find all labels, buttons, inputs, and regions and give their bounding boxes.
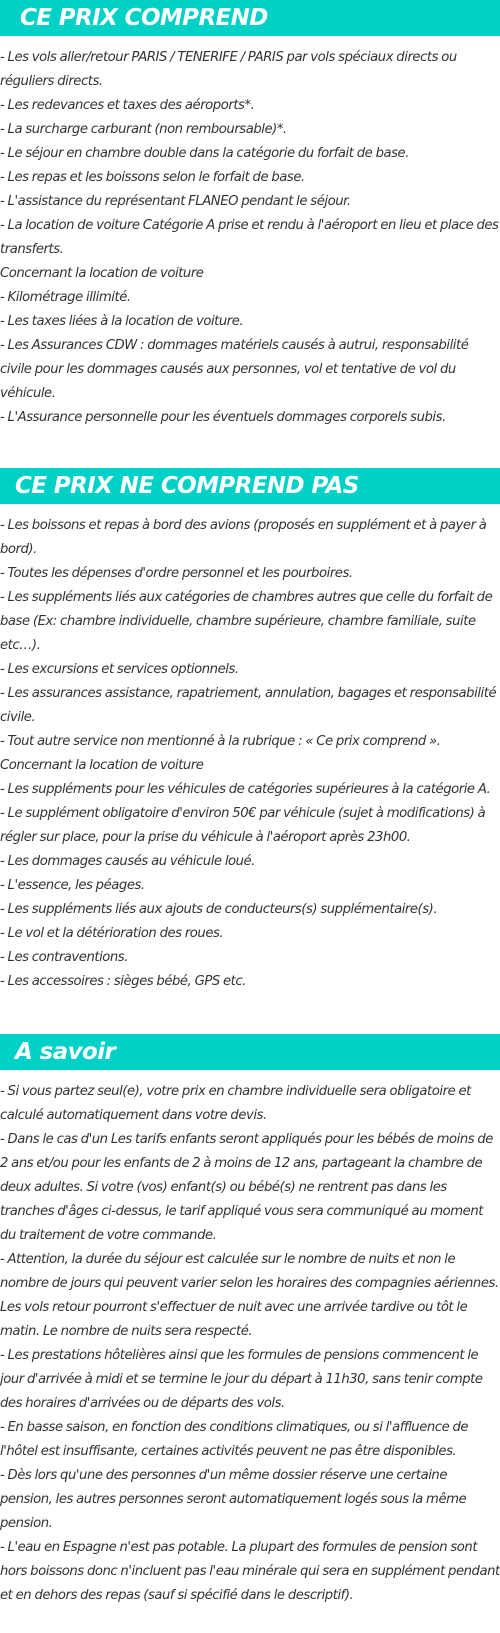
not-included-list	[0, 504, 500, 994]
list-item: - Les contraventions.	[0, 950, 128, 965]
list-item: - Les accessoires : sièges bébé, GPS etc.	[0, 974, 246, 989]
section-good-to-know	[0, 1034, 500, 1608]
list-item: - Tout autre service non mentionné à la rubrique : « Ce prix comprend ».	[0, 734, 441, 749]
list-item: - Les redevances et taxes des aéroports*.	[0, 98, 255, 113]
included-list	[0, 36, 500, 430]
list-item: - Le vol et la détérioration des roues.	[0, 926, 224, 941]
list-item: - L'eau en Espagne n'est pas potable. La plupart des formules de pension sont hors boissons donc n'incluent pas l'eau minérale qui sera en supplément pendant et en dehors des repas (sauf si spécifié dans le descriptif).	[0, 1540, 500, 1603]
list-item: - Attention, la durée du séjour est calculée sur le nombre de nuits et non le nombre de jours qui peuvent varier selon les horaires des compagnies aériennes. Les vols retour pourront s'effectuer de nuit avec une arrivée tardive ou tôt le matin. Le nombre de nuits sera respecté.	[0, 1252, 499, 1339]
list-item: - En basse saison, en fonction des conditions climatiques, ou si l'affluence de l'hôtel est insuffisante, certaines activités peuvent ne pas être disponibles.	[0, 1420, 469, 1459]
list-item: - Le supplément obligatoire d'environ 50€ par véhicule (sujet à modifications) à régler sur place, pour la prise du véhicule à l'aéroport après 23h00.	[0, 806, 486, 845]
list-item: - Les excursions et services optionnels.	[0, 662, 239, 677]
list-item: - Les Assurances CDW : dommages matériels causés à autrui, responsabilité civile pour les dommages causés aux personnes, vol et tentative de vol du véhicule.	[0, 338, 469, 401]
list-item: - Les repas et les boissons selon le forfait de base.	[0, 170, 305, 185]
list-item: - Les taxes liées à la location de voiture.	[0, 314, 244, 329]
list-item: - La surcharge carburant (non remboursable)*.	[0, 122, 287, 137]
list-item: - Les assurances assistance, rapatriement, annulation, bagages et responsabilité civile.	[0, 686, 497, 725]
list-item: - Le séjour en chambre double dans la catégorie du forfait de base.	[0, 146, 409, 161]
list-item: - Si vous partez seul(e), votre prix en chambre individuelle sera obligatoire et calculé automatiquement dans votre devis.	[0, 1084, 471, 1123]
list-item: - L'Assurance personnelle pour les éventuels dommages corporels subis.	[0, 410, 446, 425]
list-item: - Les suppléments liés aux catégories de chambres autres que celle du forfait de base (Ex: chambre individuelle, chambre supérieure, chambre familiale, suite etc…).	[0, 590, 493, 653]
list-item: - Dès lors qu'une des personnes d'un même dossier réserve une certaine pension, les autres personnes seront automatiquement logés sous la même pension.	[0, 1468, 467, 1531]
list-item: - Les dommages causés au véhicule loué.	[0, 854, 255, 869]
list-item: - Kilométrage illimité.	[0, 290, 131, 305]
list-item: - Les suppléments liés aux ajouts de conducteurs(s) supplémentaire(s).	[0, 902, 438, 917]
list-item: - Toutes les dépenses d'ordre personnel et les pourboires.	[0, 566, 353, 581]
section-title: CE PRIX NE COMPREND PAS	[0, 468, 500, 504]
section-not-included	[0, 468, 500, 994]
section-included	[0, 0, 500, 430]
list-item: - L'assistance du représentant FLANEO pendant le séjour.	[0, 194, 351, 209]
list-item: - Les suppléments pour les véhicules de catégories supérieures à la catégorie A.	[0, 782, 491, 797]
list-item: - Les prestations hôtelières ainsi que les formules de pensions commencent le jour d'arrivée à midi et se termine le jour du départ à 11h30, sans tenir compte des horaires d'arrivées ou de départs des vols.	[0, 1348, 483, 1411]
list-item: - Les vols aller/retour PARIS / TENERIFE / PARIS par vols spéciaux directs ou réguliers directs.	[0, 50, 457, 89]
good-to-know-list	[0, 1070, 500, 1608]
section-spacer	[0, 994, 500, 1034]
section-title: A savoir	[0, 1034, 500, 1070]
section-title: CE PRIX COMPREND	[0, 0, 500, 36]
section-spacer	[0, 430, 500, 468]
subheading: Concernant la location de voiture	[0, 758, 204, 773]
list-item: - Dans le cas d'un Les tarifs enfants seront appliqués pour les bébés de moins de 2 ans et/ou pour les enfants de 2 à moins de 12 ans, partageant la chambre de deux adultes. Si votre (vos) enfant(s) ou bébé(s) ne rentrent pas dans les tranches d'âges ci-dessus, le tarif appliqué vous sera communiqué au moment du traitement de votre commande.	[0, 1132, 493, 1243]
list-item: - L'essence, les péages.	[0, 878, 145, 893]
list-item: - La location de voiture Catégorie A prise et rendu à l'aéroport en lieu et place des transferts.	[0, 218, 499, 257]
list-item: - Les boissons et repas à bord des avions (proposés en supplément et à payer à bord).	[0, 518, 487, 557]
subheading: Concernant la location de voiture	[0, 266, 204, 281]
